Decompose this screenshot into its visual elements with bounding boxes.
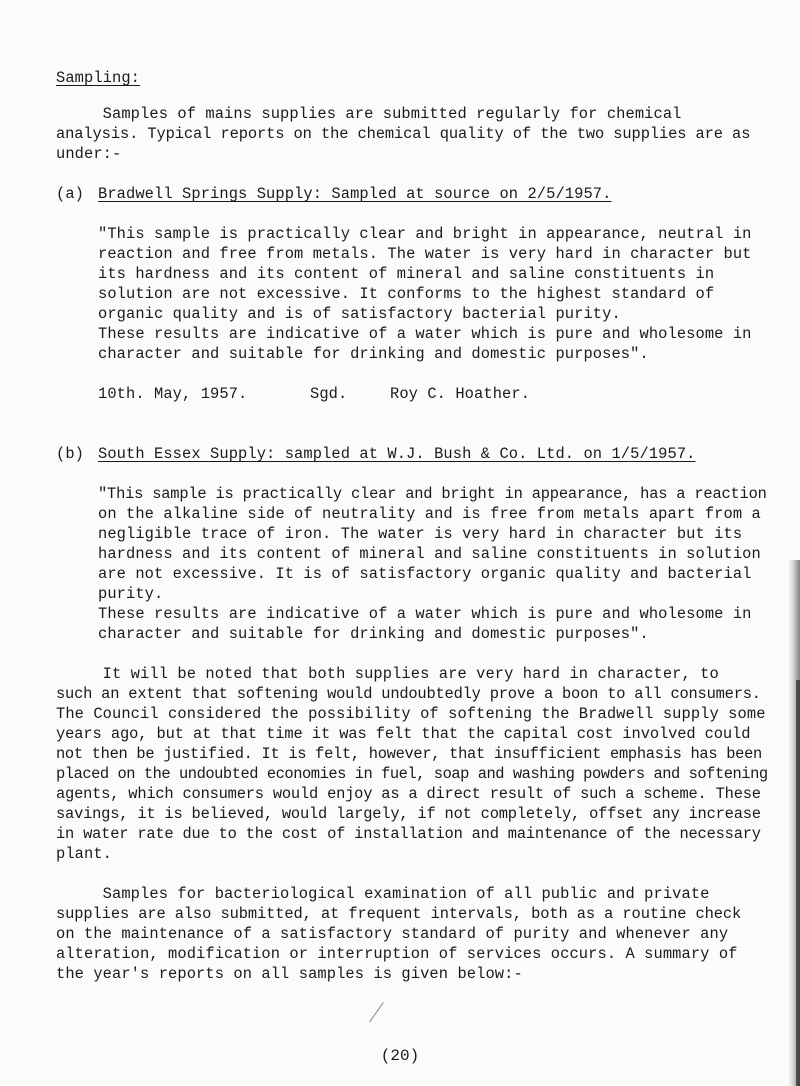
bacteriological-paragraph-line: supplies are also submitted, at frequent intervals, both as a routine check [56, 905, 742, 923]
section-b-quote-line: are not excessive. It is of satisfactory organic quality and bacterial [98, 565, 752, 583]
softening-paragraph-line: such an extent that softening would undoubtedly prove a boon to all consumers. [56, 685, 761, 703]
sampling-heading: Sampling: [56, 69, 141, 87]
intro-line: analysis. Typical reports on the chemical quality of the two supplies are as [56, 125, 751, 143]
softening-paragraph-line: in water rate due to the cost of installation and maintenance of the necessary [56, 825, 761, 843]
section-a-quote-line: character and suitable for drinking and domestic purposes". [98, 345, 649, 363]
bacteriological-paragraph-line: the year's reports on all samples is given below:- [56, 965, 523, 983]
bacteriological-paragraph-line: on the maintenance of a satisfactory standard of purity and whenever any [56, 925, 729, 943]
section-b-quote-line: These results are indicative of a water which is pure and wholesome in [98, 605, 752, 623]
pen-mark [369, 1002, 384, 1022]
section-a-marker: (a) [56, 185, 85, 203]
bacteriological-paragraph-line: Samples for bacteriological examination of all public and private [56, 885, 710, 903]
intro-line: Samples of mains supplies are submitted regularly for chemical [56, 105, 682, 123]
section-b-quote-line: purity. [98, 585, 164, 603]
section-b-marker: (b) [56, 445, 85, 463]
section-a-signatory: Roy C. Hoather. [390, 385, 531, 403]
softening-paragraph-line: placed on the undoubted economies in fuel, soap and washing powders and softening [56, 765, 768, 783]
softening-paragraph-line: not then be justified. It is felt, however, that insufficient emphasis has been [56, 745, 762, 763]
intro-line: under:- [56, 145, 122, 163]
section-b-quote-line: character and suitable for drinking and domestic purposes". [98, 625, 649, 643]
section-b-quote-line: "This sample is practically clear and bright in appearance, has a reaction [98, 485, 767, 503]
section-a-date: 10th. May, 1957. [98, 385, 248, 403]
section-a-quote-line: solution are not excessive. It conforms to the highest standard of [98, 285, 715, 303]
softening-paragraph-line: savings, it is believed, would largely, if not completely, offset any increase [56, 805, 761, 823]
softening-paragraph-line: plant. [56, 845, 113, 863]
softening-paragraph-line: agents, which consumers would enjoy as a direct result of such a scheme. These [56, 785, 761, 803]
section-a-quote-line: organic quality and is of satisfactory bacterial purity. [98, 305, 621, 323]
bacteriological-paragraph-line: alteration, modification or interruption of services occurs. A summary of [56, 945, 738, 963]
page-number: (20) [380, 1047, 420, 1065]
section-b-quote-line: on the alkaline side of neutrality and is free from metals apart from a [98, 505, 761, 523]
section-b-quote-line: hardness and its content of mineral and saline constituents in solution [98, 545, 761, 563]
softening-paragraph-line: It will be noted that both supplies are very hard in character, to [56, 665, 719, 683]
section-a-title: Bradwell Springs Supply: Sampled at source on 2/5/1957. [98, 185, 612, 203]
section-b-quote-line: negligible trace of iron. The water is very hard in character but its [98, 525, 743, 543]
section-a-quote-line: "This sample is practically clear and bright in appearance, neutral in [98, 225, 752, 243]
section-b-title: South Essex Supply: sampled at W.J. Bush & Co. Ltd. on 1/5/1957. [98, 445, 696, 463]
section-a-sgd: Sgd. [310, 385, 348, 403]
section-a-quote-line: its hardness and its content of mineral and saline constituents in [98, 265, 715, 283]
softening-paragraph-line: years ago, but at that time it was felt that the capital cost involved could [56, 725, 751, 743]
section-a-quote-line: These results are indicative of a water which is pure and wholesome in [98, 325, 752, 343]
softening-paragraph-line: The Council considered the possibility of softening the Bradwell supply some [56, 705, 766, 723]
binding-edge [796, 680, 800, 1086]
section-a-quote-line: reaction and free from metals. The water is very hard in character but [98, 245, 752, 263]
